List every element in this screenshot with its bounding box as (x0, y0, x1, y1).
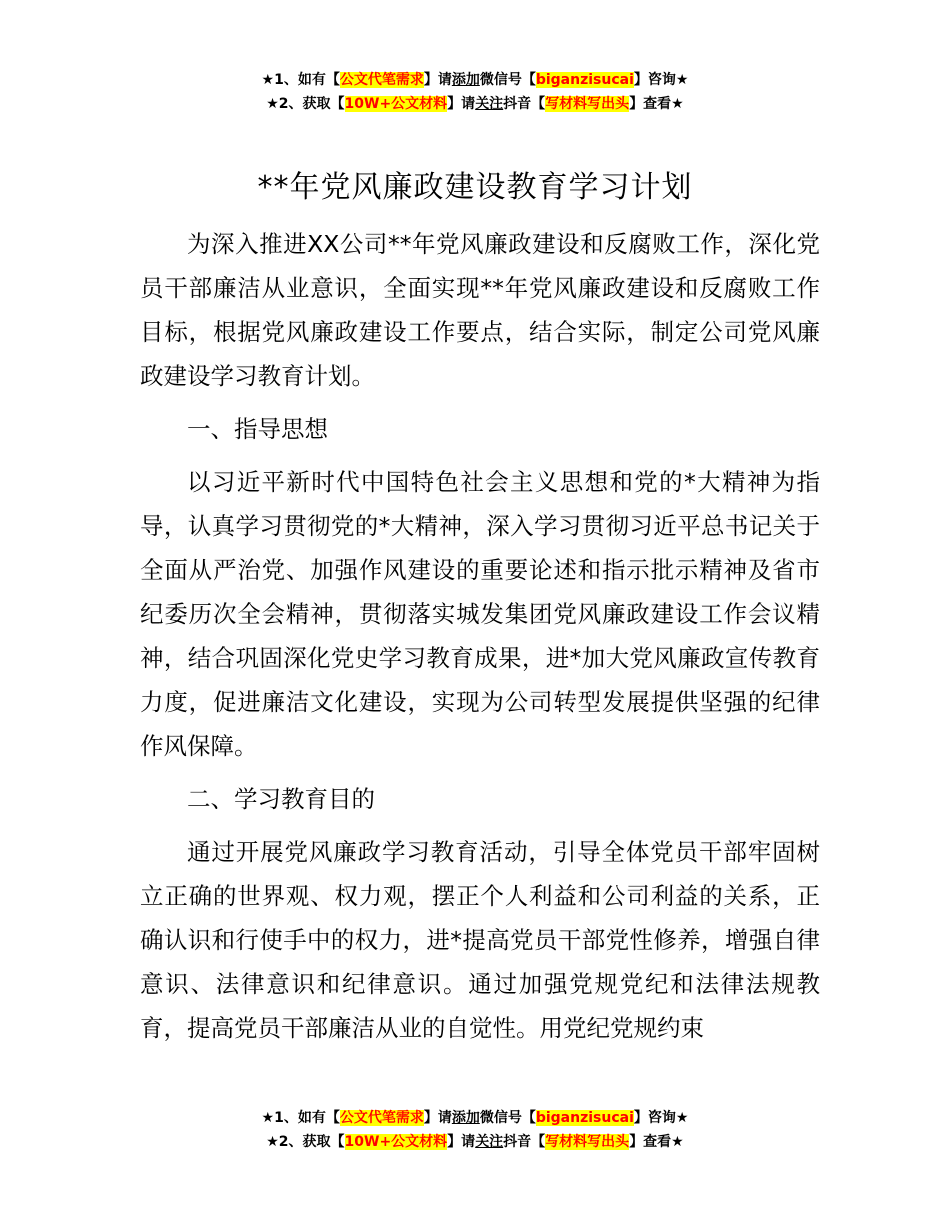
paragraph-intro: 为深入推进XX公司**年党风廉政建设和反腐败工作，深化党员干部廉洁从业意识，全面实现**年党风廉政建设和反腐败工作目标，根据党风廉政建设工作要点，结合实际，制定公司党风廉政建设学习教育计划。 (140, 230, 820, 390)
banner-highlight: 写材料写出头 (545, 1134, 630, 1150)
banner-highlight: biganzisucai (535, 72, 634, 88)
footer-banner (0, 1106, 950, 1154)
banner-underlined-text: 关注 (475, 1134, 504, 1150)
banner-highlight: 公文代笔需求 (339, 72, 424, 88)
banner-text: 】查看★ (629, 96, 684, 112)
banner-text: ★1、如有【 (261, 72, 340, 88)
banner-text: 】咨询★ (633, 1110, 689, 1126)
banner-highlight: 公文代笔需求 (339, 1110, 424, 1126)
banner-text: 】请 (447, 1134, 476, 1150)
paragraph-education-goal: 通过开展党风廉政学习教育活动，引导全体党员干部牢固树立正确的世界观、权力观，摆正个人利益和公司利益的关系，正确认识和行使手中的权力，进*提高党员干部党性修养，增强自律意识、法律意识和纪律意识。通过加强党规党纪和法律法规教育，提高党员干部廉洁从业的自觉性。用党纪党规约束 (140, 838, 820, 1042)
banner-text: ★2、获取【 (266, 1134, 345, 1150)
document-body (140, 222, 820, 1059)
header-banner (0, 68, 950, 116)
banner-highlight: 写材料写出头 (545, 96, 630, 112)
banner-underlined-text: 添加 (451, 1110, 480, 1126)
banner-line-2 (0, 92, 950, 116)
banner-text: 】请 (423, 72, 452, 88)
document-title: **年党风廉政建设教育学习计划 (257, 170, 693, 205)
banner-highlight: 10W+公文材料 (344, 96, 448, 112)
banner-underlined-text: 关注 (475, 96, 504, 112)
banner-highlight: biganzisucai (535, 1110, 634, 1126)
banner-text: 抖音【 (503, 1134, 546, 1150)
banner-line-1 (0, 68, 950, 92)
banner-text: 抖音【 (503, 96, 546, 112)
banner-text: 微信号【 (479, 72, 536, 88)
banner-text: 微信号【 (479, 1110, 536, 1126)
banner-text: 】请 (423, 1110, 452, 1126)
banner-line-1 (0, 1106, 950, 1130)
banner-text: ★2、获取【 (266, 96, 345, 112)
banner-text: ★1、如有【 (261, 1110, 340, 1126)
section-heading-guiding-thought: 一、指导思想 (187, 415, 328, 443)
banner-text: 】查看★ (629, 1134, 684, 1150)
banner-underlined-text: 添加 (451, 72, 480, 88)
banner-text: 】咨询★ (633, 72, 689, 88)
banner-text: 】请 (447, 96, 476, 112)
paragraph-guiding-thought: 以习近平新时代中国特色社会主义思想和党的*大精神为指导，认真学习贯彻党的*大精神，深入学习贯彻习近平总书记关于全面从严治党、加强作风建设的重要论述和指示批示精神及省市纪委历次全会精神，贯彻落实城发集团党风廉政建设工作会议精神，结合巩固深化党史学习教育成果，进*加大党风廉政宣传教育力度，促进廉洁文化建设，实现为公司转型发展提供坚强的纪律作风保障。 (140, 468, 820, 760)
section-heading-education-goal: 二、学习教育目的 (187, 785, 375, 813)
banner-highlight: 10W+公文材料 (344, 1134, 448, 1150)
banner-line-2 (0, 1130, 950, 1154)
